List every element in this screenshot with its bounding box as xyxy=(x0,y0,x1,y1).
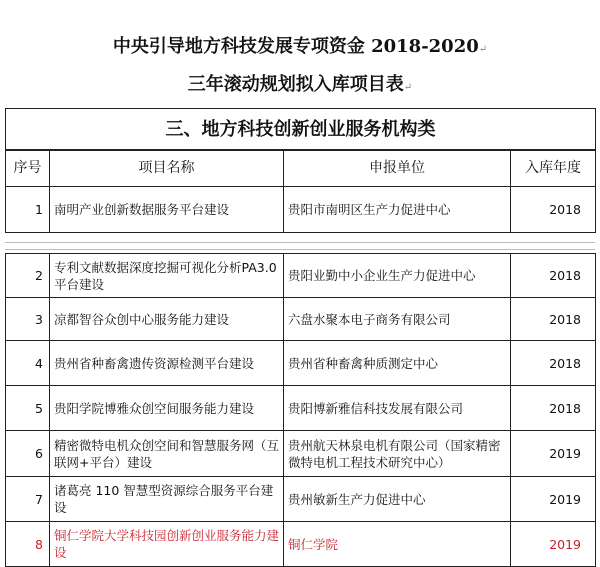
row-unit: 贵州省种畜禽种质测定中心 xyxy=(284,341,511,386)
paragraph-mark-icon: ↵ xyxy=(403,82,413,93)
row-unit: 贵阳市南明区生产力促进中心 xyxy=(284,186,511,232)
row-num: 3 xyxy=(6,298,50,341)
section-row xyxy=(6,109,596,151)
header-year: 入库年度 xyxy=(511,150,596,186)
project-table-top xyxy=(5,108,596,233)
table-row xyxy=(6,254,596,298)
row-unit: 贵阳博新雅信科技发展有限公司 xyxy=(284,386,511,431)
row-year: 2019 xyxy=(511,477,596,522)
row-year: 2018 xyxy=(511,341,596,386)
table-row xyxy=(6,341,596,386)
page-break xyxy=(5,242,595,250)
row-unit: 六盘水聚本电子商务有限公司 xyxy=(284,298,511,341)
row-name: 精密微特电机众创空间和智慧服务网（互联网+平台）建设 xyxy=(50,431,284,477)
row-name: 南明产业创新数据服务平台建设 xyxy=(50,186,284,232)
row-name: 贵阳学院博雅众创空间服务能力建设 xyxy=(50,386,284,431)
header-row xyxy=(6,150,596,186)
table-row xyxy=(6,186,596,232)
row-unit: 铜仁学院 xyxy=(284,522,511,567)
row-year: 2018 xyxy=(511,254,596,298)
row-year: 2019 xyxy=(511,431,596,477)
section-title: 三、地方科技创新创业服务机构类 xyxy=(6,109,596,151)
row-unit: 贵州航天林泉电机有限公司（国家精密微特电机工程技术研究中心） xyxy=(284,431,511,477)
row-name: 专利文献数据深度挖掘可视化分析PA3.0 平台建设 xyxy=(50,254,284,298)
row-num: 7 xyxy=(6,477,50,522)
row-year: 2018 xyxy=(511,298,596,341)
row-name: 诸葛亮 110 智慧型资源综合服务平台建设 xyxy=(50,477,284,522)
row-num: 5 xyxy=(6,386,50,431)
row-year: 2018 xyxy=(511,186,596,232)
project-table-bottom xyxy=(5,253,596,567)
header-num: 序号 xyxy=(6,150,50,186)
row-num: 8 xyxy=(6,522,50,567)
table-row xyxy=(6,298,596,341)
row-unit: 贵阳业勤中小企业生产力促进中心 xyxy=(284,254,511,298)
row-name: 凉都智谷众创中心服务能力建设 xyxy=(50,298,284,341)
table-row xyxy=(6,386,596,431)
document-title-line2: 三年滚动规划拟入库项目表↵ xyxy=(187,74,413,95)
document-title-line1: 中央引导地方科技发展专项资金 2018-2020↵ xyxy=(112,36,488,57)
table-row xyxy=(6,477,596,522)
paragraph-mark-icon: ↵ xyxy=(478,44,488,55)
row-num: 2 xyxy=(6,254,50,298)
row-year: 2018 xyxy=(511,386,596,431)
row-num: 4 xyxy=(6,341,50,386)
header-name: 项目名称 xyxy=(50,150,284,186)
row-num: 1 xyxy=(6,186,50,232)
row-name: 贵州省种畜禽遗传资源检测平台建设 xyxy=(50,341,284,386)
row-name: 铜仁学院大学科技园创新创业服务能力建设 xyxy=(50,522,284,567)
table-row xyxy=(6,431,596,477)
header-unit: 申报单位 xyxy=(284,150,511,186)
row-year: 2019 xyxy=(511,522,596,567)
row-num: 6 xyxy=(6,431,50,477)
row-unit: 贵州敏新生产力促进中心 xyxy=(284,477,511,522)
